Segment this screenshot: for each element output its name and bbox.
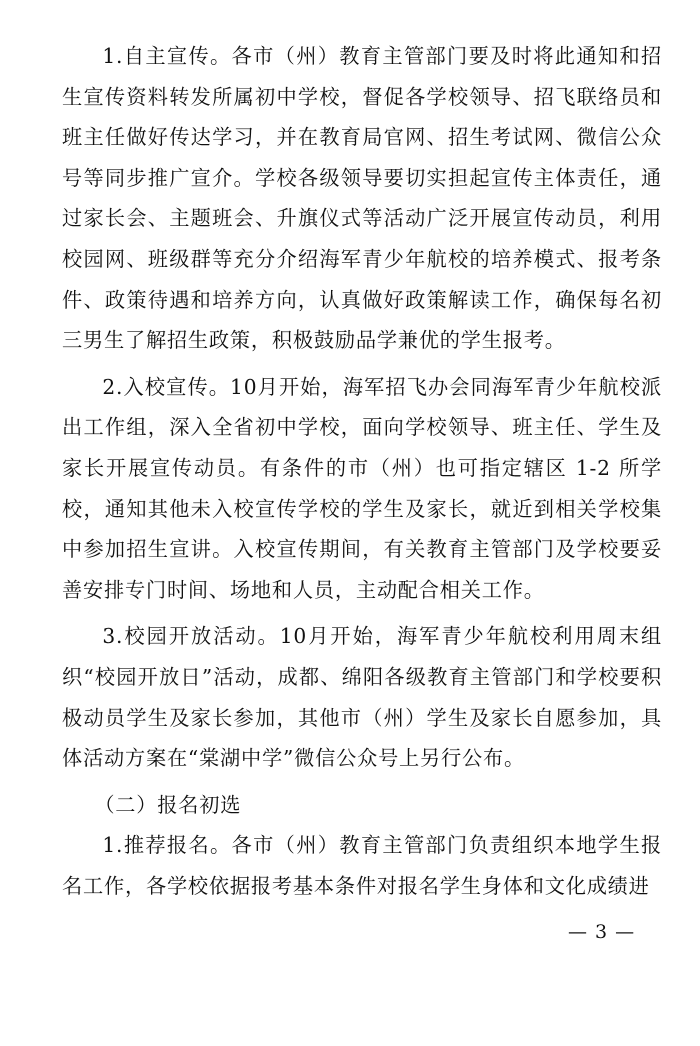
paragraph-recommended-registration: 1.推荐报名。各市（州）教育主管部门负责组织本地学生报名工作，各学校依据报考基本条件对报名学生身体和文化成绩进: [62, 833, 662, 898]
section-heading-registration: （二）报名初选: [94, 792, 242, 817]
document-page: [62, 36, 662, 906]
paragraph-campus-open-day: 3.校园开放活动。10月开始，海军青少年航校利用周末组织“校园开放日”活动，成都、绵阳各级教育主管部门和学校要积极动员学生及家长参加，其他市（州）学生及家长自愿参加，具体活动方案在“棠湖中学”微信公众号上另行公布。: [62, 624, 662, 771]
paragraph-school-publicity: 2.入校宣传。10月开始，海军招飞办会同海军青少年航校派出工作组，深入全省初中学校，面向学校领导、班主任、学生及家长开展宣传动员。有条件的市（州）也可指定辖区 1-2 所学校，通知其他未入校宣传学校的学生及家长，就近到相关学校集中参加招生宣讲。入校宣传期间，有关教育主管部门及学校要妥善安排专门时间、场地和人员，主动配合相关工作。: [62, 374, 662, 602]
page-number: — 3 —: [568, 921, 636, 943]
paragraph-self-publicity: 1.自主宣传。各市（州）教育主管部门要及时将此通知和招生宣传资料转发所属初中学校，督促各学校领导、招飞联络员和班主任做好传达学习，并在教育局官网、招生考试网、微信公众号等同步推广宣介。学校各级领导要切实担起宣传主体责任，通过家长会、主题班会、升旗仪式等活动广泛开展宣传动员，利用校园网、班级群等充分介绍海军青少年航校的培养模式、报考条件、政策待遇和培养方向，认真做好政策解读工作，确保每名初三男生了解招生政策，积极鼓励品学兼优的学生报考。: [62, 44, 662, 353]
